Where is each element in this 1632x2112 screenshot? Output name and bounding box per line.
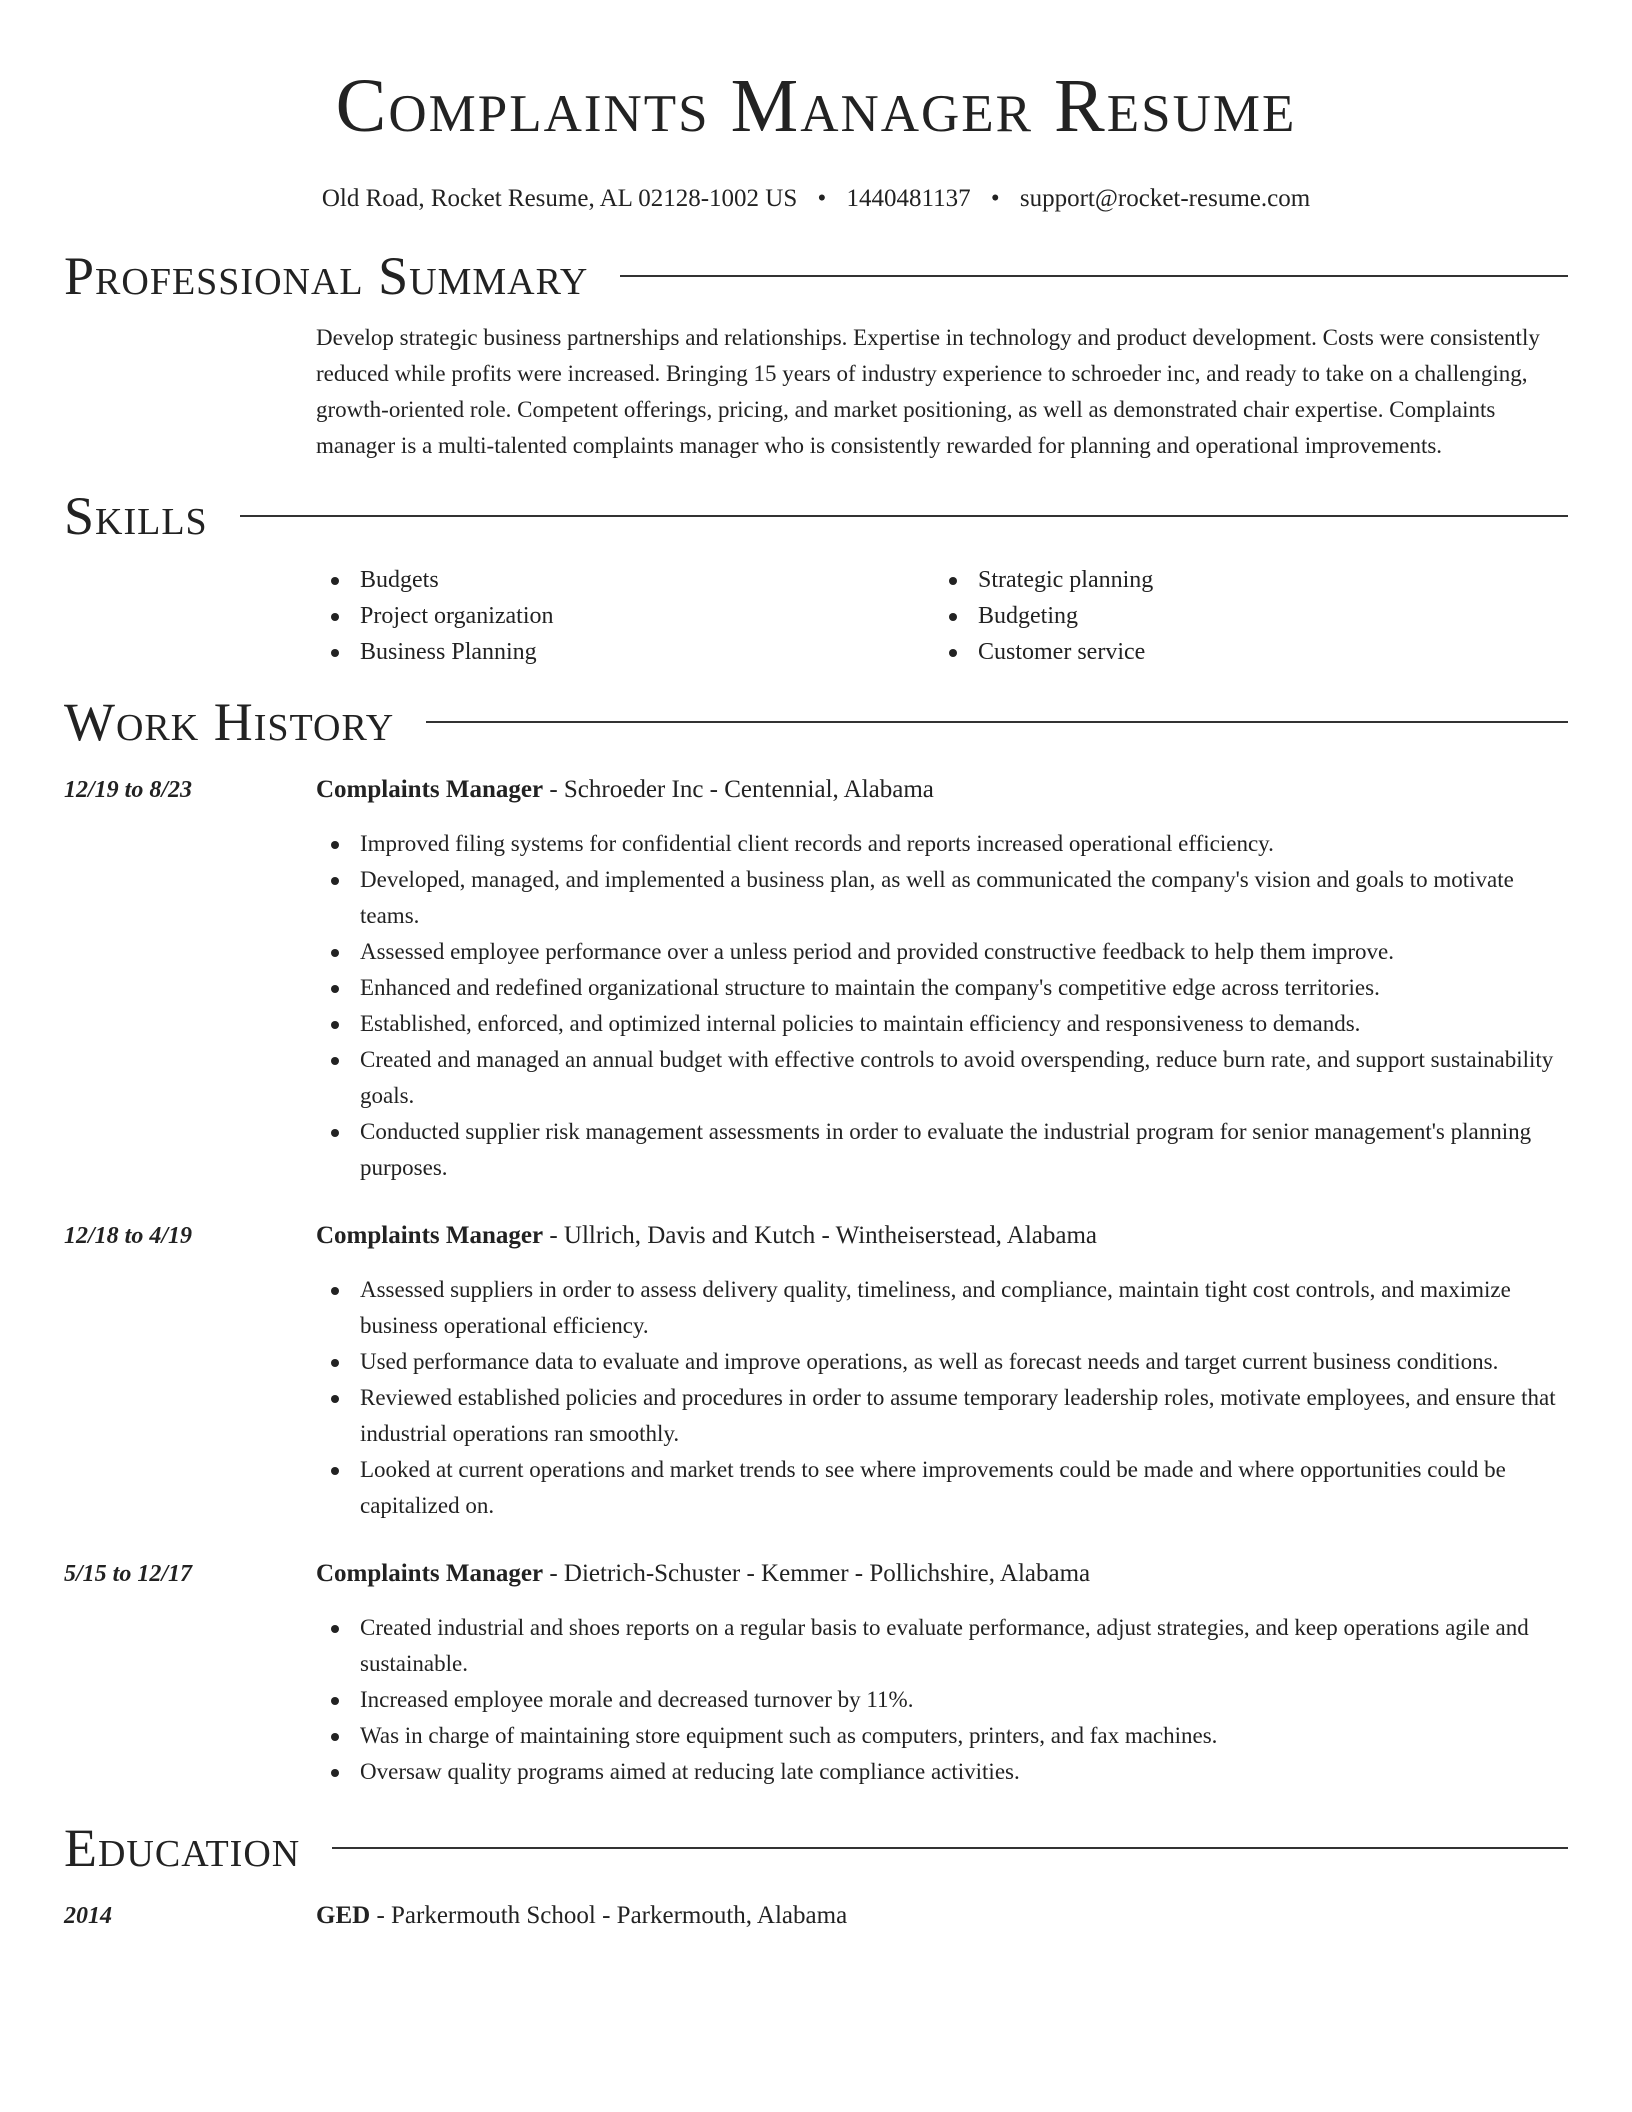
job-title: Complaints Manager xyxy=(316,776,544,803)
section-title-education: Education xyxy=(64,1818,301,1878)
job-entry xyxy=(64,772,1568,1186)
job-bullet: Developed, managed, and implemented a business plan, as well as communicated the company's vision and goals to motivate teams. xyxy=(316,862,1568,934)
job-bullet: Assessed suppliers in order to assess delivery quality, timeliness, and compliance, maintain tight cost controls, and maximize business operational efficiency. xyxy=(316,1272,1568,1344)
job-bullet: Used performance data to evaluate and improve operations, as well as forecast needs and target current business conditions. xyxy=(316,1344,1568,1380)
skills-column-left xyxy=(316,562,934,670)
skill-item: Budgeting xyxy=(934,598,1552,634)
job-bullets xyxy=(316,1610,1568,1790)
resume-title: Complaints Manager Resume xyxy=(335,64,1297,148)
section-header-summary xyxy=(64,244,1568,308)
job-bullet: Increased employee morale and decreased turnover by 11%. xyxy=(316,1682,1568,1718)
skill-item: Strategic planning xyxy=(934,562,1552,598)
job-bullet: Created and managed an annual budget with effective controls to avoid overspending, reduce burn rate, and support sustainability goals. xyxy=(316,1042,1568,1114)
skill-item: Business Planning xyxy=(316,634,934,670)
section-header-education xyxy=(64,1816,1568,1880)
contact-phone: 1440481137 xyxy=(846,185,971,212)
education-body xyxy=(316,1898,1568,1934)
job-body xyxy=(316,1218,1568,1524)
job-employer: - Schroeder Inc - Centennial, Alabama xyxy=(543,776,934,803)
contact-separator: • xyxy=(990,185,1000,212)
section-divider xyxy=(240,515,1568,517)
summary-text: Develop strategic business partnerships and relationships. Expertise in technology and product development. Costs were consistently reduced while profits were increased. Bringing 15 years of industry experience to schroeder inc, and ready to take on a challenging, growth-oriented role. Competent offerings, pricing, and market positioning, as well as demonstrated chair expertise. Complaints manager is a multi-talented complaints manager who is consistently rewarded for planning and operational improvements. xyxy=(316,325,1540,458)
job-bullet: Created industrial and shoes reports on a regular basis to evaluate performance, adjust strategies, and keep operations agile and sustainable. xyxy=(316,1610,1568,1682)
job-title: Complaints Manager xyxy=(316,1560,544,1587)
job-title-line xyxy=(316,1218,1568,1254)
education-degree: GED xyxy=(316,1902,371,1929)
section-header-work xyxy=(64,690,1568,754)
contact-address: Old Road, Rocket Resume, AL 02128-1002 US xyxy=(321,185,798,212)
job-dates: 12/18 to 4/19 xyxy=(64,1223,193,1249)
education-line xyxy=(316,1898,1568,1934)
job-bullet: Enhanced and redefined organizational structure to maintain the company's competitive edge across territories. xyxy=(316,970,1568,1006)
contact-separator: • xyxy=(817,185,827,212)
job-title-line xyxy=(316,1556,1568,1592)
education-school: - Parkermouth School - Parkermouth, Alabama xyxy=(370,1902,848,1929)
job-bullet: Looked at current operations and market trends to see where improvements could be made and where opportunities could be capitalized on. xyxy=(316,1452,1568,1524)
job-bullet: Conducted supplier risk management assessments in order to evaluate the industrial program for senior management's planning purposes. xyxy=(316,1114,1568,1186)
job-bullet: Reviewed established policies and procedures in order to assume temporary leadership roles, motivate employees, and ensure that industrial operations ran smoothly. xyxy=(316,1380,1568,1452)
section-divider xyxy=(620,275,1568,277)
section-title-work: Work History xyxy=(64,692,395,752)
section-divider xyxy=(426,721,1568,723)
section-header-skills xyxy=(64,484,1568,548)
skills-list xyxy=(316,562,1568,670)
contact-line xyxy=(0,182,1632,216)
education-year: 2014 xyxy=(64,1903,112,1929)
job-entry xyxy=(64,1218,1568,1524)
job-bullet: Established, enforced, and optimized internal policies to maintain efficiency and responsiveness to demands. xyxy=(316,1006,1568,1042)
job-bullets xyxy=(316,826,1568,1186)
skill-item: Project organization xyxy=(316,598,934,634)
job-title: Complaints Manager xyxy=(316,1222,544,1249)
job-employer: - Dietrich-Schuster - Kemmer - Pollichshire, Alabama xyxy=(543,1560,1091,1587)
job-bullet: Oversaw quality programs aimed at reducing late compliance activities. xyxy=(316,1754,1568,1790)
section-divider xyxy=(332,1847,1568,1849)
section-title-summary: Professional Summary xyxy=(64,246,589,306)
job-employer: - Ullrich, Davis and Kutch - Wintheiserstead, Alabama xyxy=(543,1222,1098,1249)
job-body xyxy=(316,772,1568,1186)
skill-item: Budgets xyxy=(316,562,934,598)
education-entry xyxy=(64,1898,1568,1934)
job-bullets xyxy=(316,1272,1568,1524)
job-dates: 5/15 to 12/17 xyxy=(64,1561,193,1587)
job-dates: 12/19 to 8/23 xyxy=(64,777,193,803)
skills-column-right xyxy=(934,562,1552,670)
job-bullet: Improved filing systems for confidential client records and reports increased operational efficiency. xyxy=(316,826,1568,862)
job-body xyxy=(316,1556,1568,1790)
job-bullet: Was in charge of maintaining store equipment such as computers, printers, and fax machines. xyxy=(316,1718,1568,1754)
job-entry xyxy=(64,1556,1568,1790)
skill-item: Customer service xyxy=(934,634,1552,670)
section-title-skills: Skills xyxy=(64,486,208,546)
job-bullet: Assessed employee performance over a unless period and provided constructive feedback to help them improve. xyxy=(316,934,1568,970)
job-title-line xyxy=(316,772,1568,808)
contact-email: support@rocket-resume.com xyxy=(1019,185,1311,212)
